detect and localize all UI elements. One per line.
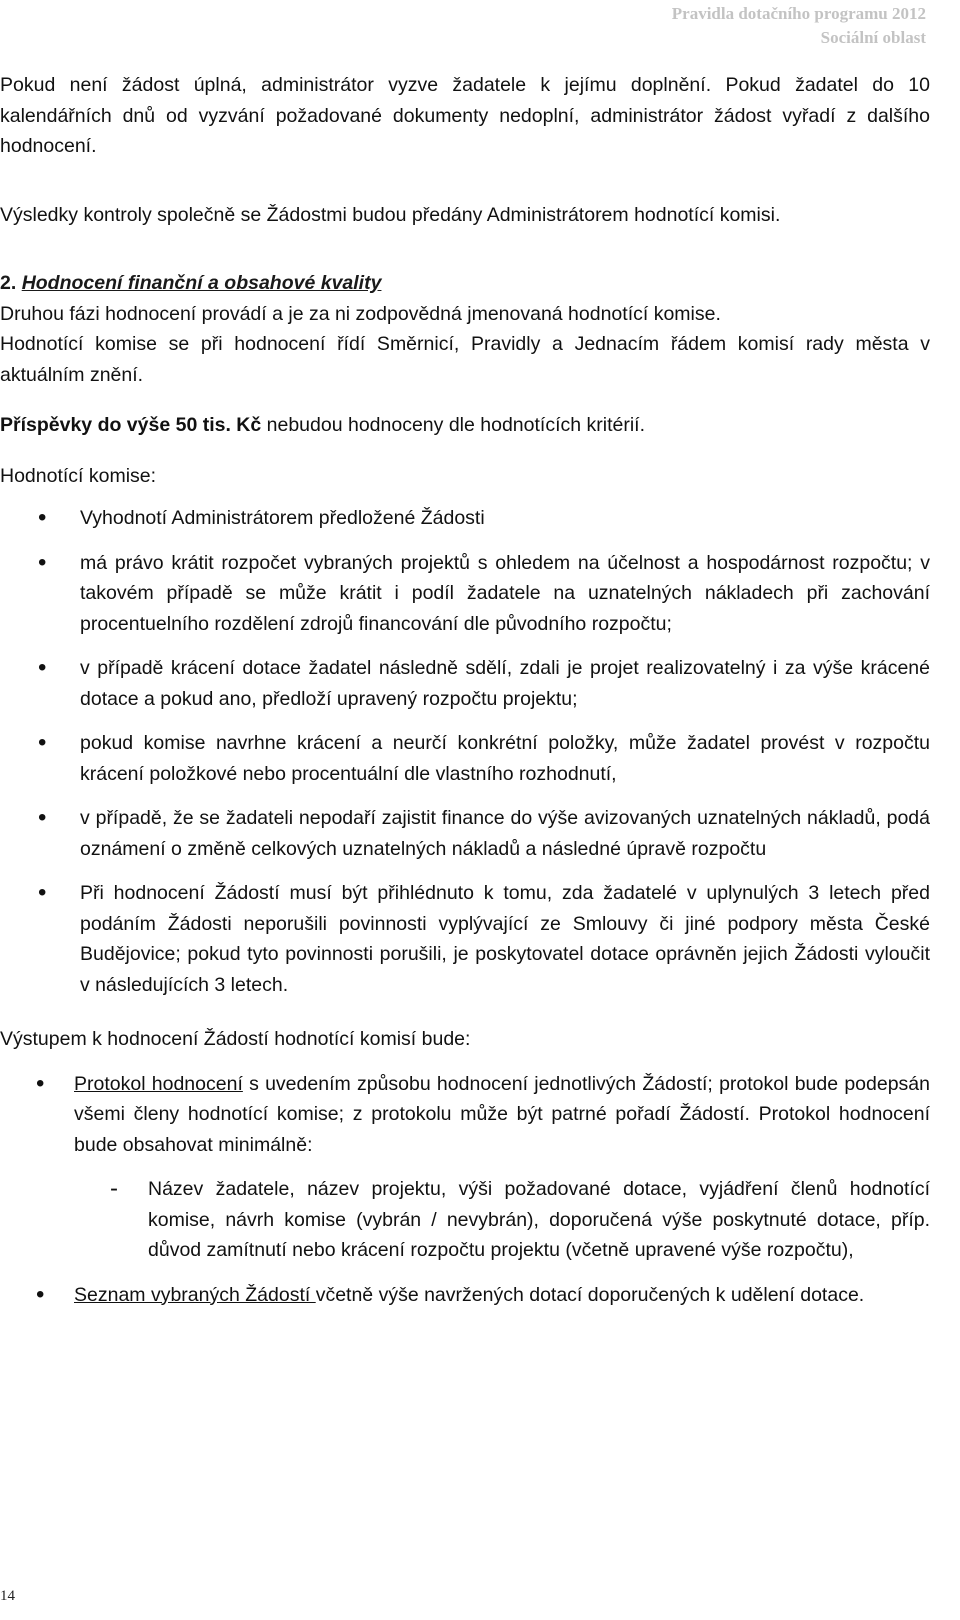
- protocol-label: Protokol hodnocení: [74, 1072, 243, 1095]
- page-number: 14: [0, 1588, 15, 1604]
- section-line-2: Hodnotící komise se při hodnocení řídí Směrnicí, Pravidly a Jednacím řádem komisí rady města v aktuálním znění.: [0, 333, 930, 386]
- list-item: • Vyhodnotí Administrátorem předložené Žádosti: [0, 503, 930, 534]
- list-item: [0, 1280, 930, 1311]
- section-line-1: Druhou fázi hodnocení provádí a je za ni zodpovědná jmenovaná hodnotící komise.: [0, 302, 721, 325]
- list-item: [0, 1069, 930, 1266]
- list-item: • pokud komise navrhne krácení a neurčí konkrétní položky, může žadatel provést v rozpočtu krácení položkové nebo procentuální dle vlastního rozhodnutí,: [0, 728, 930, 789]
- list-item: • v případě krácení dotace žadatel následně sdělí, zdali je projet realizovatelný i za výše krácené dotace a pokud ano, předloží upravený rozpočtu projektu;: [0, 653, 930, 714]
- list-item: • má právo krátit rozpočet vybraných projektů s ohledem na účelnost a hospodárnost rozpočtu; v takovém případě se může krátit i podíl žadatele na uznatelných nákladech při zachování procentuelního rozdělení zdrojů financování dle původního rozpočtu;: [0, 548, 930, 640]
- list-item: • Při hodnocení Žádostí musí být přihlédnuto k tomu, zda žadatelé v uplynulých 3 letech před podáním Žádosti neporušili povinnosti vyplývající ze Smlouvy či jiné podpory města České Budějovice; pokud tyto povinnosti porušili, je poskytovatel dotace oprávněn jejich Žádosti vyloučit v následujících 3 letech.: [0, 878, 930, 1000]
- incomplete-application-paragraph: Pokud není žádost úplná, administrátor vyzve žadatele k jejímu doplnění. Pokud žadatel do 10 kalendářních dnů od vyzvání požadované dokumenty nedoplní, administrátor žádost vyřadí z dalšího hodnocení.: [0, 74, 930, 157]
- section-title: Hodnocení finanční a obsahové kvality: [21, 272, 382, 294]
- header-program-title: Pravidla dotačního programu 2012: [671, 4, 926, 23]
- selected-list-description: včetně výše navržených dotací doporučených k udělení dotace.: [315, 1283, 865, 1306]
- list-item: • v případě, že se žadateli nepodaří zajistit finance do výše avizovaných uznatelných nákladů, podá oznámení o změně celkových uznatelných nákladů a následné úpravě rozpočtu: [0, 803, 930, 864]
- contribution-note-rest: nebudou hodnoceny dle hodnotících kritérií.: [261, 414, 645, 436]
- selected-list-label: Seznam vybraných Žádostí: [74, 1283, 316, 1306]
- page-header: [672, 2, 926, 50]
- protocol-contents-list: [74, 1174, 930, 1266]
- contribution-note: [0, 410, 930, 441]
- document-body: [0, 70, 930, 1310]
- committee-intro: Hodnotící komise:: [0, 464, 157, 487]
- section-number: 2.: [0, 272, 17, 294]
- section-heading: [0, 268, 930, 299]
- protocol-description: s uvedením způsobu hodnocení jednotlivých Žádostí; protokol bude podepsán všemi členy hodnotící komise; z protokolu může být patrné pořadí Žádostí. Protokol hodnocení bude obsahovat minimálně:: [74, 1072, 930, 1156]
- committee-list: [0, 503, 930, 1000]
- header-section-name: Sociální oblast: [820, 28, 926, 47]
- control-results-paragraph: Výsledky kontroly společně se Žádostmi budou předány Administrátorem hodnotící komisi.: [0, 203, 781, 226]
- output-intro: Výstupem k hodnocení Žádostí hodnotící komisí bude:: [0, 1028, 471, 1050]
- output-list: [0, 1069, 930, 1311]
- list-item: - Název žadatele, název projektu, výši požadované dotace, vyjádření členů hodnotící komise, návrh komise (vybrán / nevybrán), doporučená výše poskytnuté dotace, příp. důvod zamítnutí nebo krácení rozpočtu projektu (včetně upravené výše rozpočtu),: [74, 1174, 930, 1266]
- contribution-note-bold: Příspěvky do výše 50 tis. Kč: [0, 414, 262, 436]
